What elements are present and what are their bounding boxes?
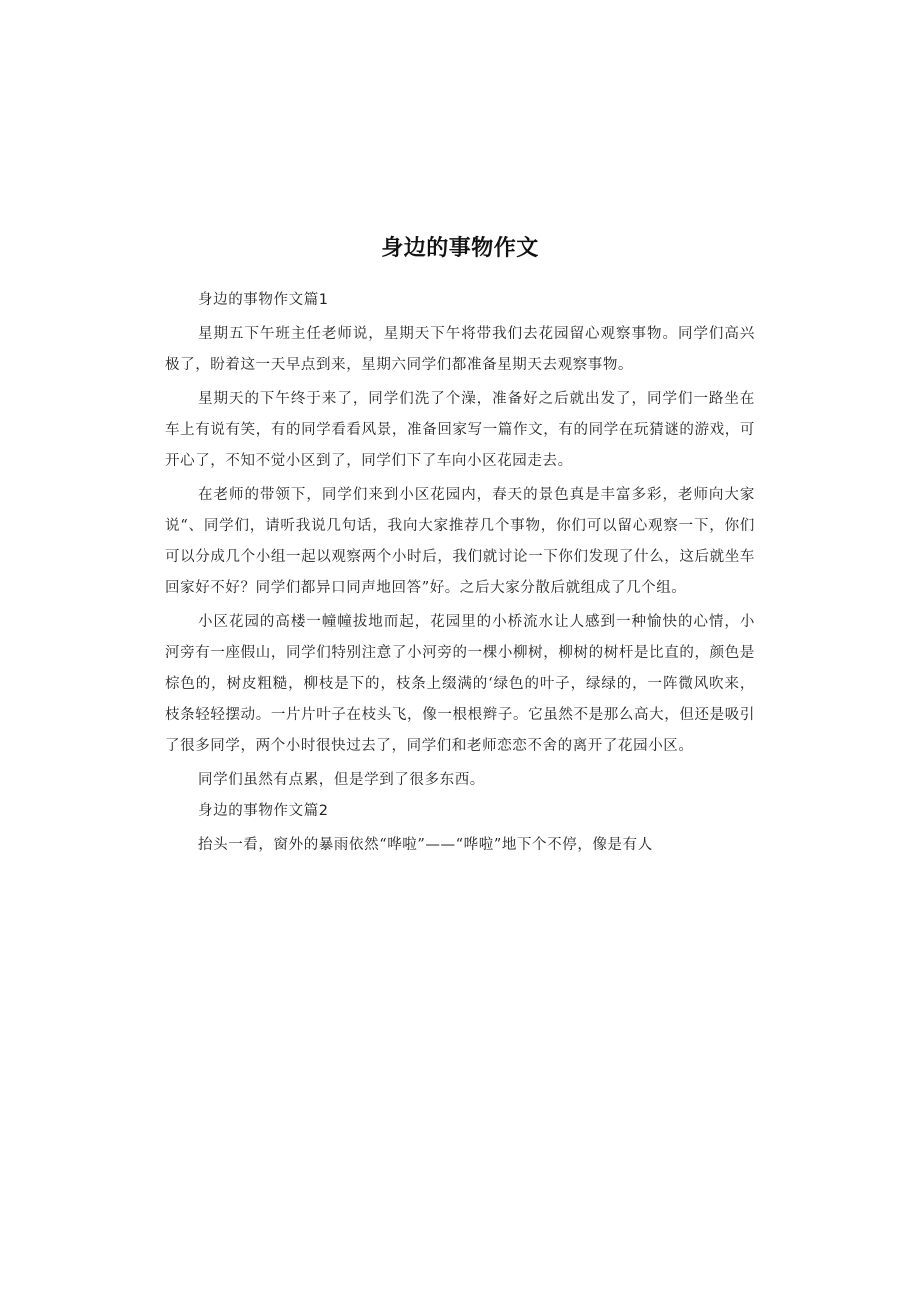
document-body: [165, 285, 755, 861]
section-heading-2: 身边的事物作文篇2: [198, 803, 329, 819]
paragraph: 星期五下午班主任老师说，星期天下午将带我们去花园留心观察事物。同学们高兴极了，盼着这一天早点到来，星期六同学们都准备星期天去观察事物。: [165, 326, 755, 373]
paragraph: 星期天的下午终于来了，同学们洗了个澡，准备好之后就出发了，同学们一路坐在车上有说有笑，有的同学看看风景，准备回家写一篇作文，有的同学在玩猜谜的游戏，可开心了，不知不觉小区到了，同学们下了车向小区花园走去。: [165, 391, 755, 469]
document-title: 身边的事物作文: [381, 235, 539, 261]
paragraph: 在老师的带领下，同学们来到小区花园内，春天的景色真是丰富多彩，老师向大家说“、同学们，请听我说几句话，我向大家推荐几个事物，你们可以留心观察一下，你们可以分成几个小组一起以观察两个小时后，我们就讨论一下你们发现了什么，这后就坐车回家好不好？同学们都异口同声地回答”好。之后大家分散后就组成了几个组。: [165, 487, 755, 596]
paragraph: 同学们虽然有点累，但是学到了很多东西。: [198, 772, 485, 788]
paragraph: 抬头一看，窗外的暴雨依然“哗啦”——“哗啦”地下个不停，像是有人: [198, 837, 653, 853]
paragraph: 小区花园的高楼一幢幢拔地而起，花园里的小桥流水让人感到一种愉快的心情，小河旁有一座假山，同学们特别注意了小河旁的一棵小柳树，柳树的树杆是比直的，颜色是棕色的，树皮粗糙，柳枝是下的，枝条上缀满的‘绿色的叶子，绿绿的，一阵微风吹来，枝条轻轻摆动。一片片叶子在枝头飞，像一根根辫子。它虽然不是那么高大，但还是吸引了很多同学，两个小时很快过去了，同学们和老师恋恋不舍的离开了花园小区。: [165, 614, 755, 754]
section-heading-1: 身边的事物作文篇1: [198, 292, 329, 308]
